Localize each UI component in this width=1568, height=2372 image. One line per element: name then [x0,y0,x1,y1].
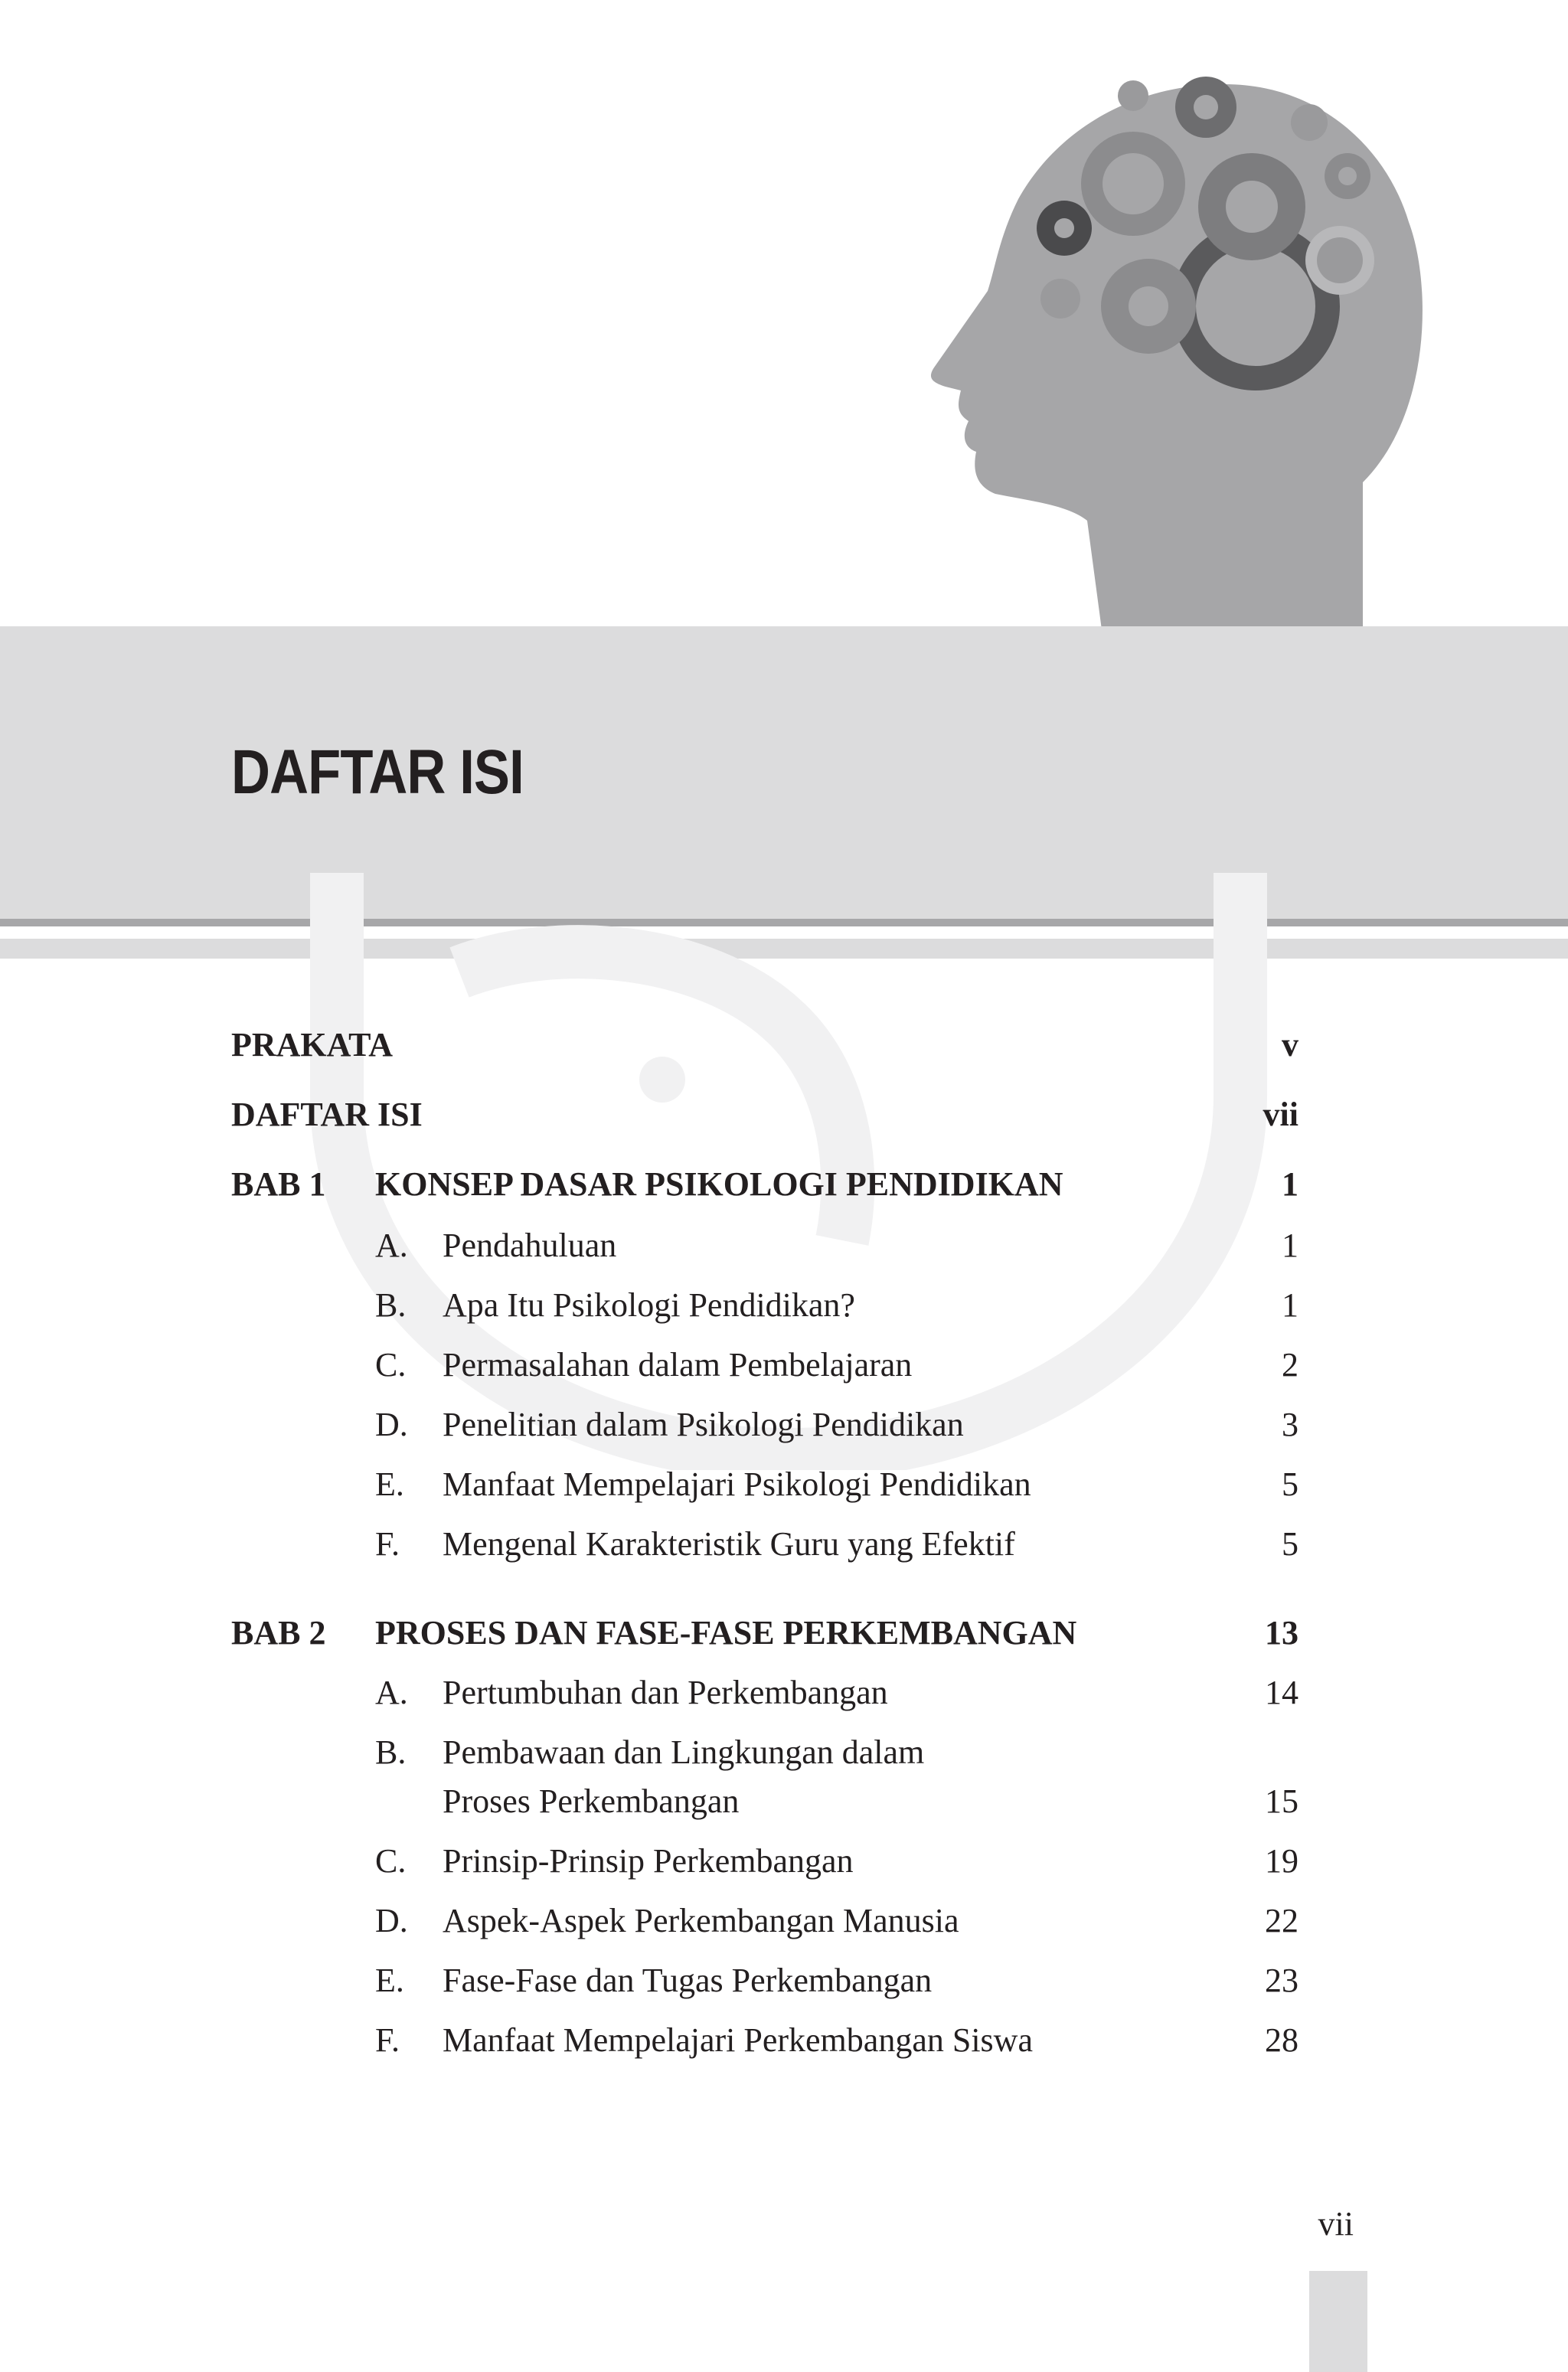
section-letter: B. [375,1286,407,1324]
section-letter: C. [375,1346,407,1384]
toc-chapter[interactable] [0,1606,1568,1660]
section-title: Aspek-Aspek Perkembangan Manusia [443,1902,959,1939]
section-letter: C. [375,1842,407,1880]
section-title-line2: Proses Perkembangan [443,1782,740,1820]
toc-section[interactable] [0,1279,1568,1332]
section-letter: A. [375,1674,408,1711]
toc-page-number: 5 [1282,1525,1298,1563]
section-title: Manfaat Mempelajari Psikologi Pendidikan [443,1465,1031,1503]
section-letter: F. [375,2021,400,2059]
section-letter: E. [375,1962,404,1999]
toc-section[interactable] [0,1219,1568,1273]
gear-icon [1101,259,1196,354]
toc-section[interactable] [0,1398,1568,1452]
toc-section[interactable] [0,1666,1568,1720]
toc-section[interactable] [0,1338,1568,1392]
section-letter: A. [375,1227,408,1264]
toc-entry-front[interactable] [0,1088,1568,1142]
section-title: Fase-Fase dan Tugas Perkembangan [443,1962,933,1999]
toc-page-number: 28 [1265,2021,1298,2059]
gear-icon [1037,201,1092,256]
page-title: DAFTAR ISI [231,737,524,807]
gear-icon [1081,132,1185,236]
toc-page-number: 14 [1265,1674,1298,1711]
chapter-title: PROSES DAN FASE-FASE PERKEMBANGAN [375,1614,1077,1652]
section-title: Permasalahan dalam Pembelajaran [443,1346,913,1384]
head-gears-illustration [903,54,1424,635]
toc-section-continued[interactable] [0,1775,1568,1828]
toc-page-number: 13 [1265,1614,1298,1652]
toc-section[interactable] [0,1835,1568,1888]
toc-page-number: 2 [1282,1346,1298,1384]
toc-page-number: 15 [1265,1782,1298,1820]
section-title: Pendahuluan [443,1227,617,1264]
toc-page-number: v [1282,1026,1298,1063]
toc-page-number: 22 [1265,1902,1298,1939]
section-letter: D. [375,1902,408,1939]
section-title: Prinsip-Prinsip Perkembangan [443,1842,854,1880]
toc-page-number: 1 [1282,1227,1298,1264]
toc-page-number: 23 [1265,1962,1298,1999]
gear-icon [1325,153,1370,199]
toc-section[interactable] [0,1518,1568,1571]
gear-icon [1198,153,1305,260]
section-letter: B. [375,1733,407,1771]
toc-section[interactable] [0,1726,1568,1779]
toc-entry-label: DAFTAR ISI [231,1096,423,1133]
chapter-label: BAB 1 [231,1165,326,1203]
section-title: Penelitian dalam Psikologi Pendidikan [443,1406,964,1443]
section-title: Mengenal Karakteristik Guru yang Efektif [443,1525,1015,1563]
chapter-label: BAB 2 [231,1614,326,1652]
toc-entry-label: PRAKATA [231,1026,394,1063]
gear-icon [1175,77,1236,138]
toc-chapter[interactable] [0,1158,1568,1211]
toc-page-number: 19 [1265,1842,1298,1880]
section-title: Manfaat Mempelajari Perkembangan Siswa [443,2021,1033,2059]
toc-section[interactable] [0,1954,1568,2008]
thumb-tab [1309,2271,1367,2372]
section-title: Pertumbuhan dan Perkembangan [443,1674,888,1711]
section-letter: D. [375,1406,408,1443]
toc-section[interactable] [0,1458,1568,1511]
toc-section[interactable] [0,1894,1568,1948]
section-letter: F. [375,1525,400,1563]
section-title: Apa Itu Psikologi Pendidikan? [443,1286,855,1324]
section-letter: E. [375,1465,404,1503]
toc-page-number: 3 [1282,1406,1298,1443]
gear-icon [1305,226,1374,295]
toc-section[interactable] [0,2014,1568,2067]
chapter-title: KONSEP DASAR PSIKOLOGI PENDIDIKAN [375,1165,1063,1203]
toc-page-number: 1 [1282,1165,1298,1203]
toc-page-number: vii [1263,1096,1298,1133]
page-number: vii [1318,2205,1354,2243]
toc-page-number: 1 [1282,1286,1298,1324]
section-title: Pembawaan dan Lingkungan dalam [443,1733,925,1771]
toc-page-number: 5 [1282,1465,1298,1503]
toc-entry-front[interactable] [0,1018,1568,1072]
